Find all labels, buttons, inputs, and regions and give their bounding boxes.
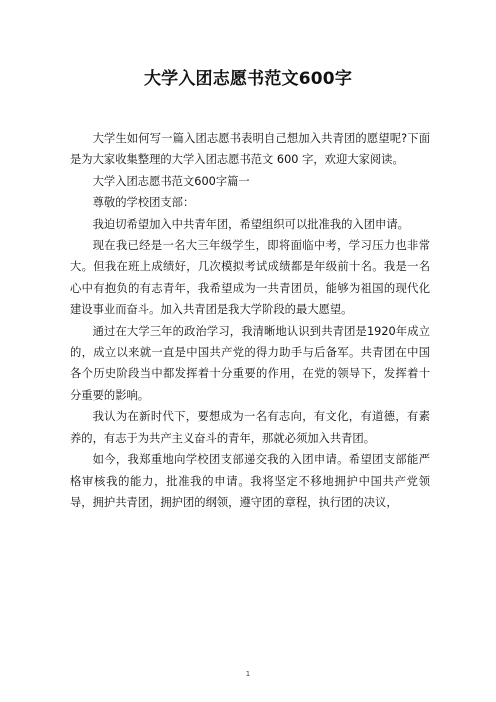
paragraph-intro: 大学生如何写一篇入团志愿书表明自己想加入共青团的愿望呢?下面是为大家收集整理的大学入团志愿书范文 600 字，欢迎大家阅读。: [70, 132, 430, 167]
document-body: [70, 128, 430, 513]
paragraph-body: 我认为在新时代下，要想成为一名有志向，有文化，有道德，有素养的，有志于为共产主义奋斗的青年，那就必须加入共青团。: [70, 410, 430, 445]
paragraph-body: 如今，我郑重地向学校团支部递交我的入团申请。希望团支部能严格审核我的能力，批准我的申请。我将坚定不移地拥护中国共产党领导，拥护共青团，拥护团的纲领，遵守团的章程，执行团的决议，: [70, 453, 430, 509]
paragraph-body: 我迫切希望加入中共青年团，希望组织可以批准我的入团申请。: [92, 217, 409, 231]
paragraph-body: 通过在大学三年的政治学习，我清晰地认识到共青团是1920年成立的，成立以来就一直是中国共产党的得力助手与后备军。共青团在中国各个历史阶段当中都发挥着十分重要的作用，在党的领导下，发挥着十分重要的影响。: [70, 324, 430, 402]
paragraph-heading: 大学入团志愿书范文600字篇一: [92, 174, 250, 188]
paragraph-salutation: 尊敬的学校团支部：: [92, 196, 195, 210]
document-title: 大学入团志愿书范文600字: [143, 69, 353, 89]
paragraph-body: 现在我已经是一名大三年级学生，即将面临中考，学习压力也非常大。但我在班上成绩好，几次模拟考试成绩都是年级前十名。我是一名心中有抱负的有志青年，我希望成为一共青团员，能够为祖国的现代化建设事业而奋斗。加入共青团是我大学阶段的最大愿望。: [70, 239, 430, 317]
page-number: 1: [245, 670, 251, 678]
